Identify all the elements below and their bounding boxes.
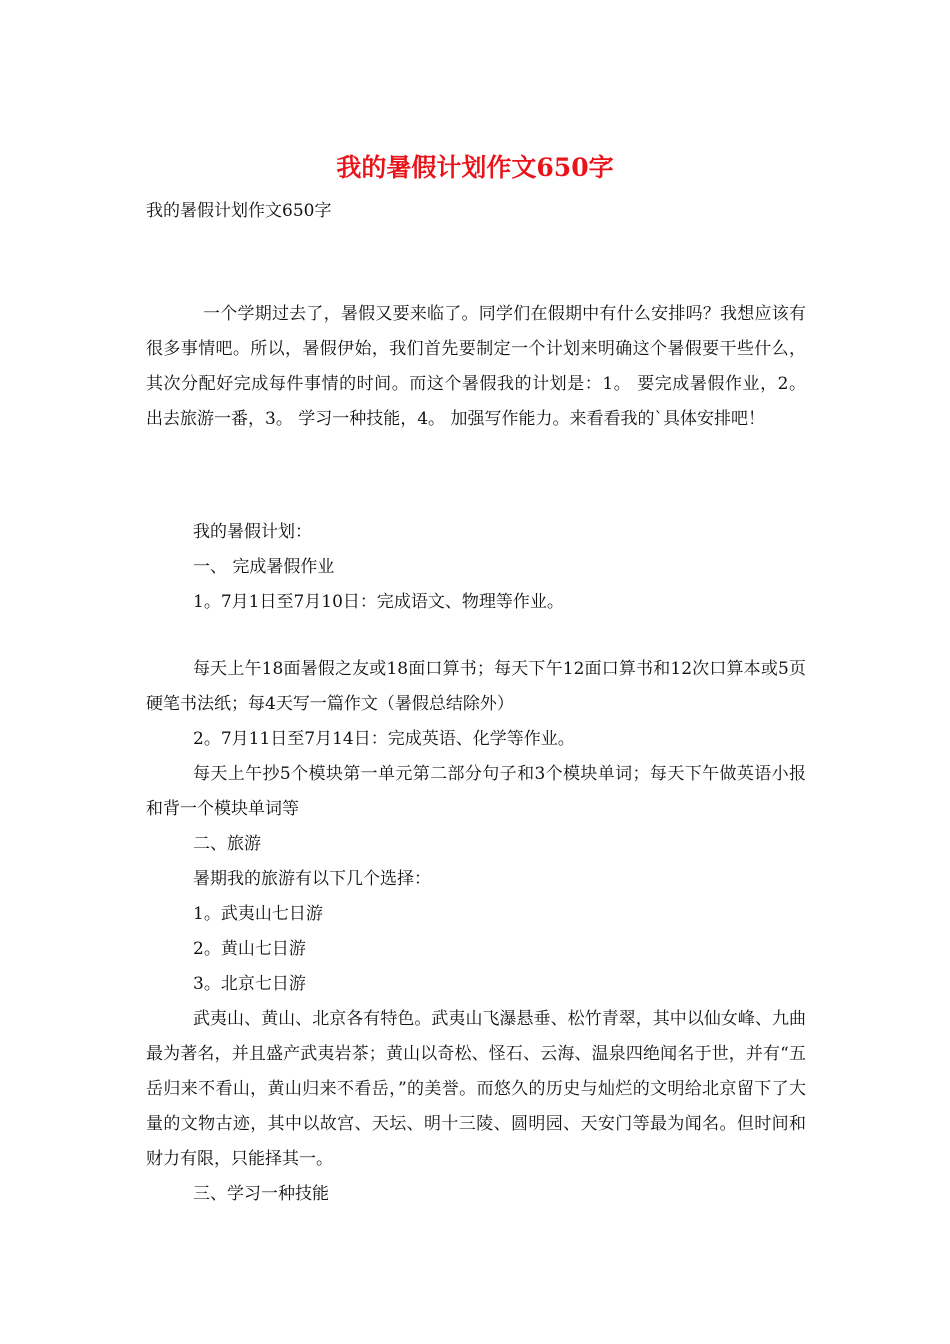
section2-heading: 二、旅游 (193, 834, 261, 854)
section1-heading: 一、 完成暑假作业 (193, 557, 335, 577)
section2-detail: 武夷山、黄山、北京各有特色。武夷山飞瀑悬垂、松竹青翠，其中以仙女峰、九曲最为著名，并且盛产武夷岩茶；黄山以奇松、怪石、云海、温泉四绝闻名于世，并有“五岳归来不看山，黄山归来不看岳，”的美誉。而悠久的历史与灿烂的文明给北京留下了大量的文物古迹，其中以故宫、天坛、明十三陵、圆明园、天安门等最为闻名。但时间和财力有限，只能择其一。 (146, 1009, 806, 1169)
section2-option2: 2。黄山七日游 (193, 939, 306, 959)
section1-item1: 1。7月1日至7月10日：完成语文、物理等作业。 (193, 592, 564, 612)
section1-item2: 2。7月11日至7月14日：完成英语、化学等作业。 (193, 729, 575, 749)
document-subtitle: 我的暑假计划作文650字 (146, 201, 332, 221)
section1-details-block (146, 652, 806, 1212)
intro-paragraph: 一个学期过去了，暑假又要来临了。同学们在假期中有什么安排吗？我想应该有很多事情吧。所以，暑假伊始，我们首先要制定一个计划来明确这个暑假要干些什么，其次分配好完成每件事情的时间。而这个暑假我的计划是：1。 要完成暑假作业，2。 出去旅游一番，3。 学习一种技能，4。 加强写作能力。来看看我的`具体安排吧！ (146, 304, 806, 429)
section3-heading: 三、学习一种技能 (193, 1184, 329, 1204)
intro-block (146, 297, 806, 437)
section1-item1-detail: 每天上午18面暑假之友或18面口算书；每天下午12面口算书和12次口算本或5页硬笔书法纸；每4天写一篇作文（暑假总结除外） (146, 659, 806, 714)
plan-block (146, 515, 806, 620)
plan-heading: 我的暑假计划： (193, 522, 312, 542)
section2-intro: 暑期我的旅游有以下几个选择： (193, 869, 431, 889)
section1-item2-detail: 每天上午抄5个模块第一单元第二部分句子和3个模块单词；每天下午做英语小报和背一个模块单词等 (146, 764, 806, 819)
section2-option3: 3。北京七日游 (193, 974, 306, 994)
section2-option1: 1。武夷山七日游 (193, 904, 323, 924)
document-title: 我的暑假计划作文650字 (336, 153, 614, 182)
